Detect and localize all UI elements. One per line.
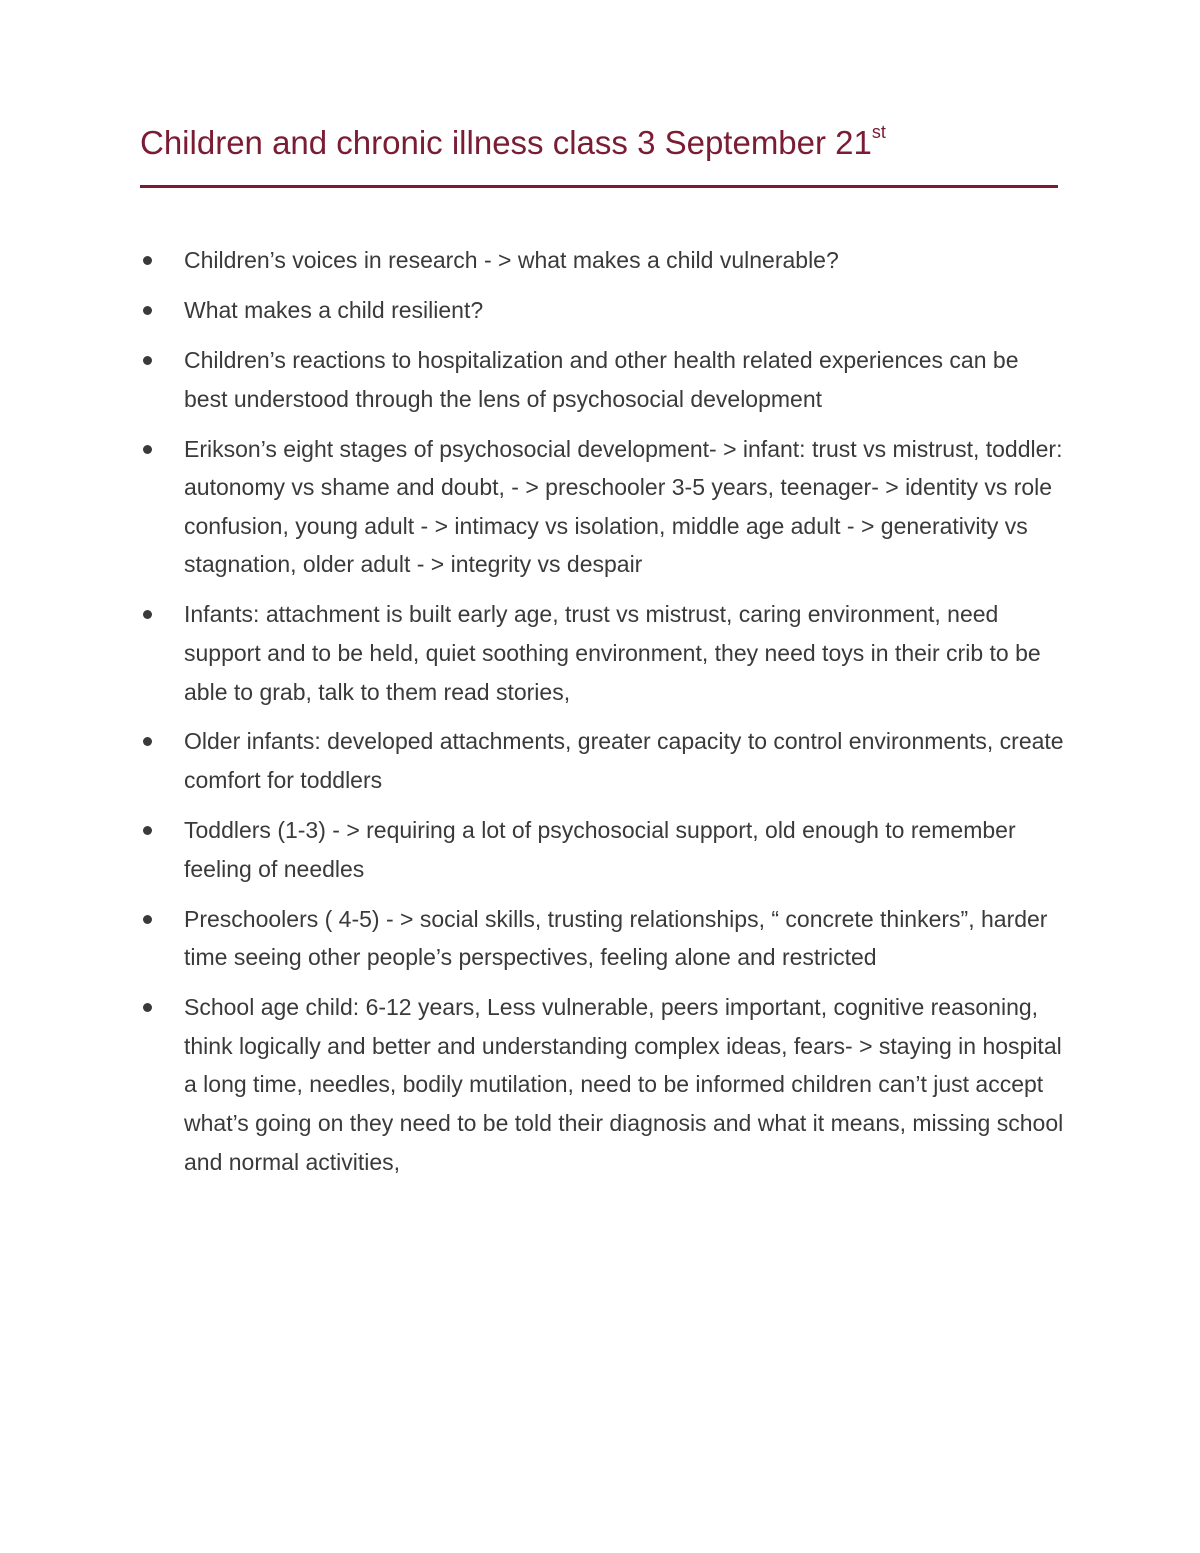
bullet-item [0,291,1064,330]
bullet-item [0,241,1064,280]
bullet-item [0,430,1064,584]
bullet-item [0,811,1064,888]
bullet-text: Erikson’s eight stages of psychosocial development- > infant: trust vs mistrust, toddler: autonomy vs shame and doubt, - > preschooler 3-5 years, teenager- > identity vs role confusion, young adult - > intimacy vs isolation, middle age adult - > generativity vs stagnation, older adult - > integrity vs despair [184,435,1063,578]
bullet-icon [143,306,152,315]
bullet-icon [143,1003,152,1012]
bullet-text: Toddlers (1-3) - > requiring a lot of psychosocial support, old enough to remember feeling of needles [184,817,1016,882]
bullet-list [0,241,1200,1193]
page-title [140,118,886,168]
bullet-icon [143,610,152,619]
bullet-item [0,900,1064,977]
bullet-item [0,722,1064,799]
bullet-icon [143,356,152,365]
bullet-text: What makes a child resilient? [184,296,484,323]
bullet-icon [143,256,152,265]
title-divider [140,185,1058,188]
bullet-item [0,341,1064,418]
bullet-text: Children’s reactions to hospitalization and other health related experiences can be best understood through the lens of psychosocial development [184,346,1019,412]
bullet-icon [143,445,152,454]
title-superscript: st [871,122,886,142]
title-text: Children and chronic illness class 3 September 21 [140,124,872,161]
bullet-icon [143,737,152,746]
bullet-item [0,988,1064,1181]
bullet-text: Preschoolers ( 4-5) - > social skills, trusting relationships, “ concrete thinkers”, harder time seeing other people’s perspectives, feeling alone and restricted [184,905,1048,971]
bullet-text: Children’s voices in research - > what makes a child vulnerable? [184,247,839,273]
bullet-text: School age child: 6-12 years, Less vulnerable, peers important, cognitive reasoning, think logically and better and understanding complex ideas, fears- > staying in hospital a long time, needles, bodily mutilation, need to be informed children can’t just accept what’s going on they need to be told their diagnosis and what it means, missing school and normal activities, [184,994,1064,1175]
bullet-icon [143,915,152,924]
bullet-text: Older infants: developed attachments, greater capacity to control environments, create comfort for toddlers [184,728,1064,794]
bullet-icon [143,826,152,835]
bullet-item [0,595,1064,711]
bullet-text: Infants: attachment is built early age, trust vs mistrust, caring environment, need support and to be held, quiet soothing environment, they need toys in their crib to be able to grab, talk to them read stories, [184,601,1041,705]
